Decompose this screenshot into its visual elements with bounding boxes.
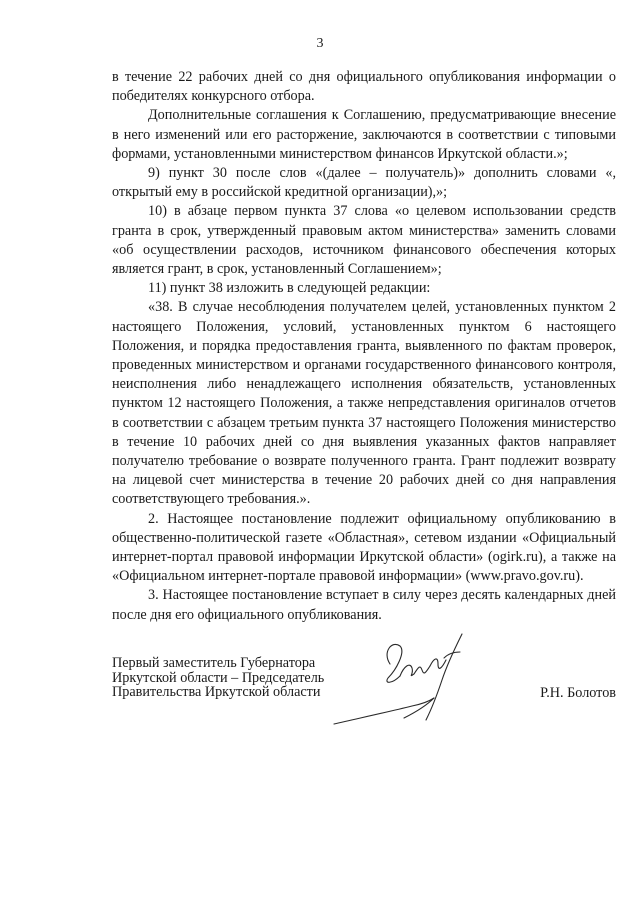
- paragraph: в течение 22 рабочих дней со дня официального опубликования информации о победителях конкурсного отбора.: [112, 69, 616, 105]
- signature-block: [112, 656, 616, 716]
- handwritten-signature: [330, 622, 480, 732]
- signatory-position-line: Иркутской области – Председатель: [112, 669, 325, 686]
- page-number: 3: [316, 36, 324, 51]
- document-body: [112, 68, 616, 625]
- paragraph: 3. Настоящее постановление вступает в силу через десять календарных дней после дня его официального опубликования.: [112, 587, 616, 623]
- paragraph: 10) в абзаце первом пункта 37 слова «о целевом использовании средств гранта в срок, утвержденный правовым актом министерства» заменить словами «об осуществлении расходов, источником финансового обеспечения которых является грант, в срок, установленный Соглашением»;: [112, 203, 616, 278]
- signatory-position-line: Правительства Иркутской области: [112, 684, 321, 701]
- paragraph: «38. В случае несоблюдения получателем целей, установленных пунктом 2 настоящего Положения, условий, установленных пунктом 6 настоящего Положения, и порядка предоставления гранта, выявленного по фактам проверок, проведенных министерством и органами государственного финансового контроля, неисполнения либо ненадлежащего исполнения обязательств, установленных пунктом 12 настоящего Положения, а также непредставления оригиналов отчетов в соответствии с абзацем третьим пункта 37 настоящего Положения министерство в течение 10 рабочих дней со дня выявления указанных фактов направляет получателю требование о возврате полученного гранта. Грант подлежит возврату на лицевой счет министерства в течение 20 рабочих дней со дня направления соответствующего требования.».: [112, 299, 616, 508]
- paragraph: 11) пункт 38 изложить в следующей редакции:: [148, 280, 431, 297]
- signatory-position-line: Первый заместитель Губернатора: [112, 655, 316, 671]
- paragraph: 2. Настоящее постановление подлежит официальному опубликованию в общественно-политической газете «Областная», сетевом издании «Официальный интернет-портал правовой информации Иркутской области» (ogirk.ru), а также на «Официальном интернет-портале правовой информации» (www.pravo.gov.ru).: [112, 510, 616, 585]
- paragraph: 9) пункт 30 после слов «(далее – получатель)» дополнить словами «, открытый ему в российской кредитной организации),»;: [112, 165, 616, 201]
- signatory-name: Р.Н. Болотов: [540, 685, 616, 701]
- paragraph: Дополнительные соглашения к Соглашению, предусматривающие внесение в него изменений или его расторжение, заключаются в соответствии с типовыми формами, установленными министерством финансов Иркутской области.»;: [112, 107, 616, 162]
- signatory-position: [112, 656, 324, 700]
